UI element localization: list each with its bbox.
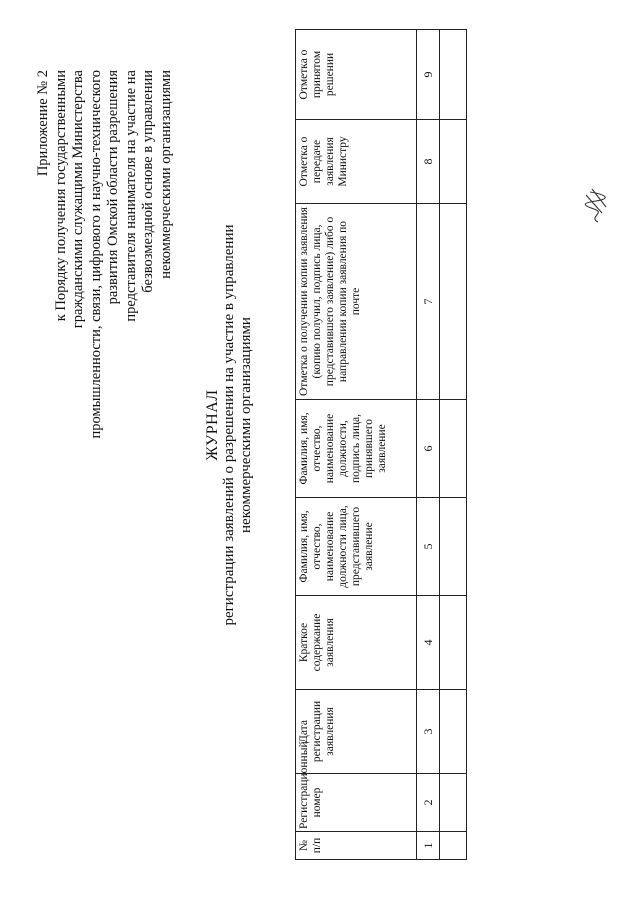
table-header-cell: № п/п [296,832,417,860]
table-header-cell: Фамилия, имя, отчество, наименование должности, подпись лица, принявшего заявление [296,400,417,498]
table-cell [440,400,467,498]
table-cell [440,30,467,120]
journal-subtitle: некоммерческими организациями [238,317,254,533]
registration-table [295,29,467,860]
appendix-line: безвозмездной основе в управлении [140,70,156,293]
table-header-row [296,30,417,860]
table-cell [440,690,467,774]
appendix-line: гражданскими служащими Министерства [70,70,86,329]
column-number: 7 [417,204,440,400]
table-cell [440,204,467,400]
column-number: 3 [417,690,440,774]
table-header-cell: Краткое содержание заявления [296,596,417,690]
column-number: 9 [417,30,440,120]
table-header-cell: Отметка о передаче заявления Министру [296,120,417,204]
column-number: 6 [417,400,440,498]
journal-title: ЖУРНАЛ [204,389,221,461]
appendix-line: Приложение № 2 [35,70,51,177]
appendix-line: промышленности, связи, цифрового и научно-технического [87,70,104,439]
table-header-cell: Регистрационный номер [296,774,417,832]
table-cell [440,774,467,832]
journal-heading [204,185,255,665]
appendix-line: представителя нанимателя на участие на [122,70,139,322]
table-number-row [417,30,440,860]
appendix-line: развития Омской области разрешения [105,70,121,305]
table-cell [440,120,467,204]
table-row [440,30,467,860]
table-cell [440,596,467,690]
column-number: 2 [417,774,440,832]
column-number: 8 [417,120,440,204]
column-number: 5 [417,498,440,596]
table-header-cell: Фамилия, имя, отчество, наименование должности лица, представившего заявление [296,498,417,596]
table-header-cell: Дата регистрации заявления [296,690,417,774]
column-number: 1 [417,832,440,860]
table-header-cell: Отметка о принятом решении [296,30,417,120]
appendix-line: некоммерческими организациями [157,70,174,279]
table-cell [440,498,467,596]
table-cell [440,832,467,860]
table-header-cell: Отметка о получении копии заявления (копию получил, подпись лица, представившего заявление) либо о направлении копии заявления по почте [296,204,417,400]
column-number: 4 [417,596,440,690]
appendix-block [35,70,175,630]
signature-mark [578,185,612,225]
journal-subtitle: регистрации заявлений о разрешении на участие в управлении [221,224,237,626]
appendix-line: к Порядку получения государственными [52,70,69,322]
